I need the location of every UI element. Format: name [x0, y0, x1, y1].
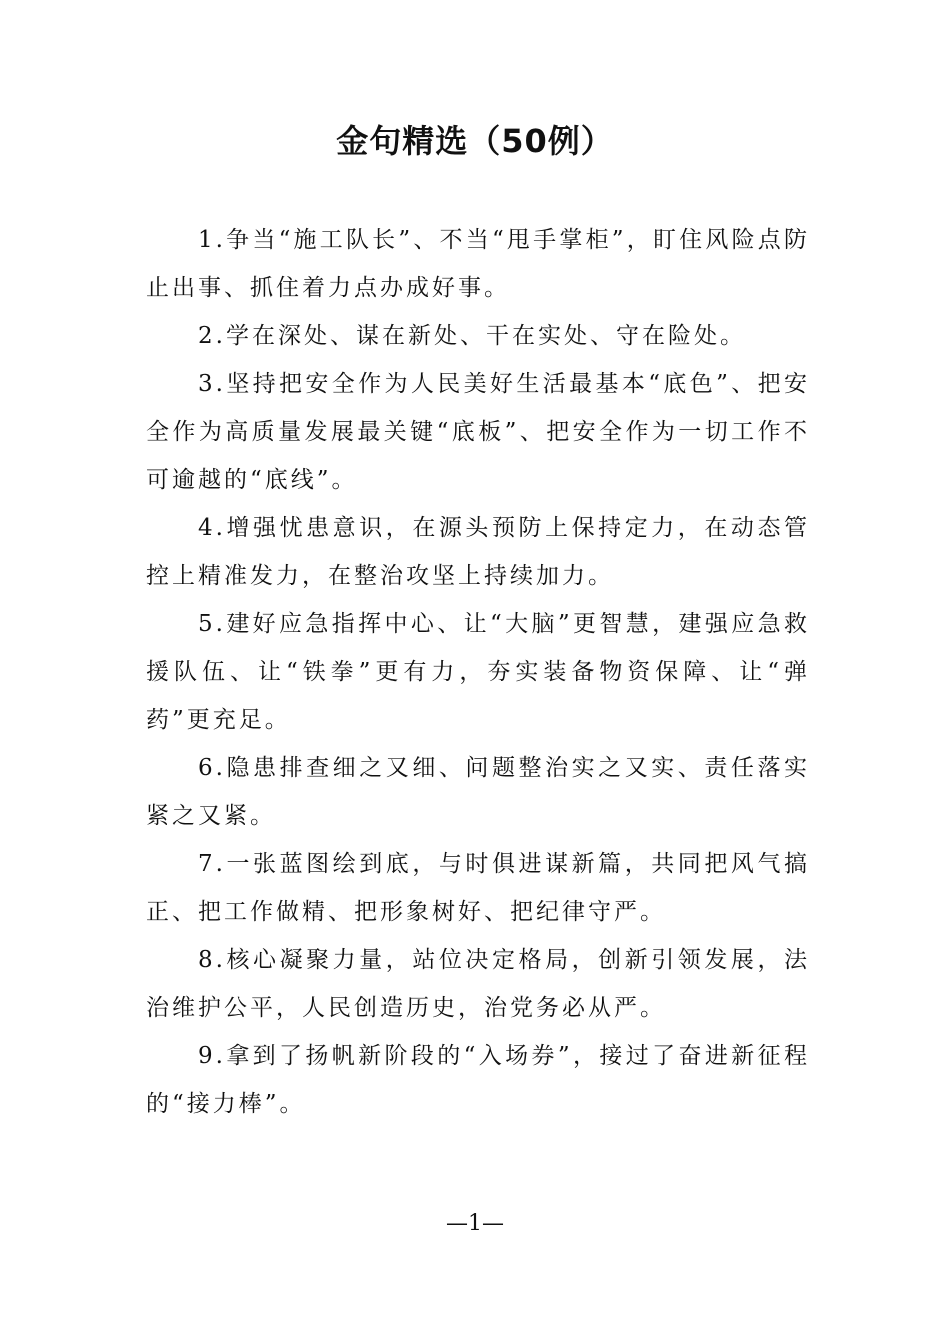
paragraph-4: 4.增强忧患意识，在源头预防上保持定力，在动态管控上精准发力，在整治攻坚上持续加力。	[146, 515, 810, 589]
paragraph-6: 6.隐患排查细之又细、问题整治实之又实、责任落实紧之又紧。	[146, 755, 810, 829]
paragraph-2: 2.学在深处、谋在新处、干在实处、守在险处。	[198, 323, 746, 349]
page-number: —1—	[446, 1211, 504, 1236]
paragraph-8: 8.核心凝聚力量，站位决定格局，创新引领发展，法治维护公平，人民创造历史，治党务必从严。	[146, 947, 810, 1021]
paragraph-9: 9.拿到了扬帆新阶段的“入场券”，接过了奋进新征程的“接力棒”。	[146, 1043, 810, 1117]
document-body	[146, 216, 810, 1128]
paragraph-5: 5.建好应急指挥中心、让“大脑”更智慧，建强应急救援队伍、让“铁拳”更有力，夯实装备物资保障、让“弹药”更充足。	[146, 611, 810, 733]
document-title: 金句精选（50例）	[336, 122, 614, 160]
paragraph-7: 7.一张蓝图绘到底，与时俱进谋新篇，共同把风气搞正、把工作做精、把形象树好、把纪律守严。	[146, 851, 810, 925]
paragraph-1: 1.争当“施工队长”、不当“甩手掌柜”，盯住风险点防止出事、抓住着力点办成好事。	[146, 227, 810, 301]
paragraph-3: 3.坚持把安全作为人民美好生活最基本“底色”、把安全作为高质量发展最关键“底板”、把安全作为一切工作不可逾越的“底线”。	[146, 371, 810, 493]
